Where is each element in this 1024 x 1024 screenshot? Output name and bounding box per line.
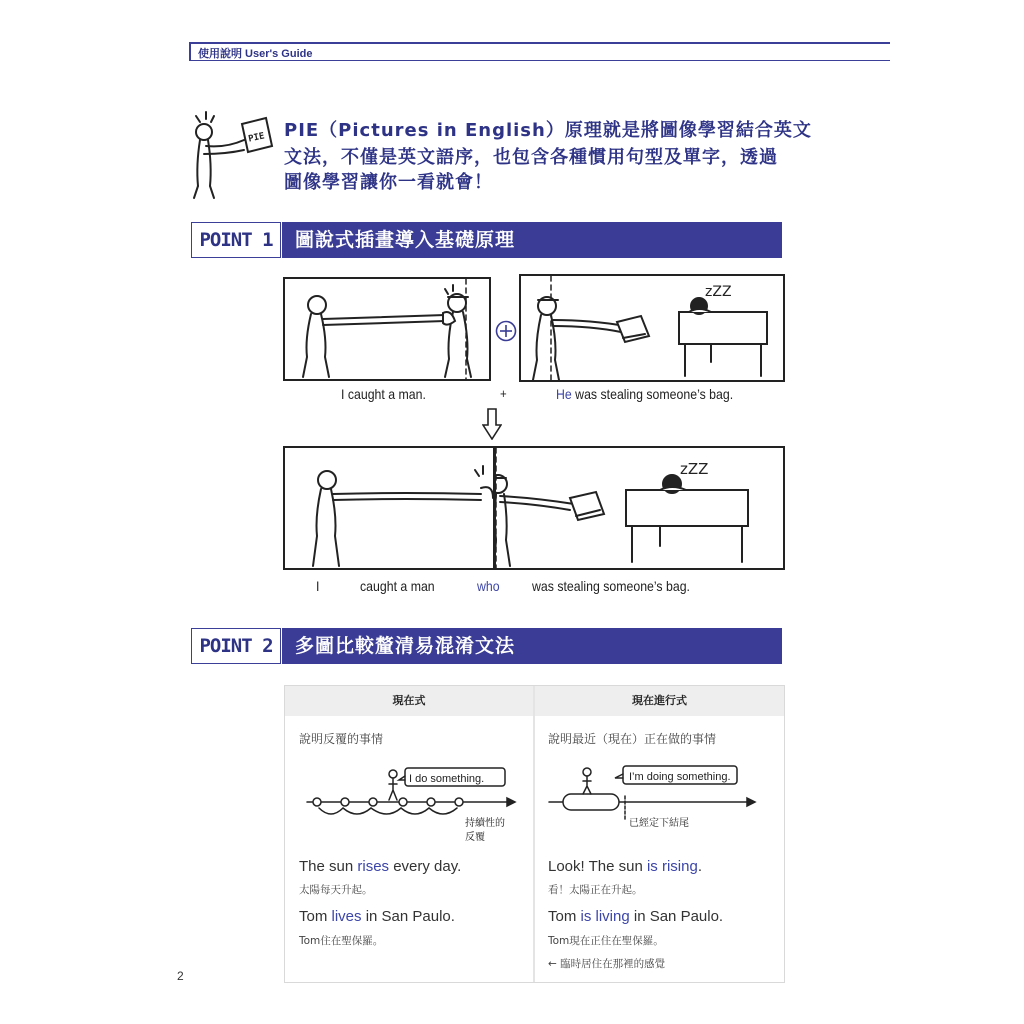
caption-stealing	[556, 386, 733, 402]
present-simple-heading: 現在式	[285, 686, 533, 716]
column-divider	[533, 686, 535, 982]
point-2-header	[191, 628, 782, 664]
present-continuous-example-1	[548, 858, 702, 875]
ex-highlight: rises	[357, 858, 390, 875]
right-bubble-text: I’m doing something.	[629, 771, 731, 783]
tense-comparison-table	[284, 685, 785, 983]
comic-panel-combined-left	[283, 446, 495, 570]
caught-man-illustration	[285, 279, 489, 379]
caption-combined-caught: caught a man	[360, 578, 435, 594]
present-continuous-heading: 現在進行式	[535, 686, 784, 716]
ex-text: every day.	[389, 858, 462, 875]
stealing-bag-illustration	[521, 276, 783, 380]
ex-text: Look! The sun	[548, 858, 647, 875]
ex-text: The sun	[299, 858, 358, 875]
left-diagram-label-1: 持續性的	[465, 818, 505, 829]
intro-line-1: PIE（Pictures in English）原理就是將圖像學習結合英文	[284, 120, 812, 141]
intro-line-2: 文法，不僅是英文語序，也包含各種慣用句型及單字，透過	[284, 147, 778, 168]
combined-left-illustration	[285, 448, 493, 568]
caption-plus: +	[500, 386, 507, 401]
page-number: 2	[177, 969, 184, 983]
left-bubble-text: I do something.	[409, 773, 485, 785]
ex-text: Tom	[299, 908, 332, 925]
point-2-title: 多圖比較釐清易混淆文法	[282, 628, 782, 664]
comic-panel-stealing-bag	[519, 274, 785, 382]
present-continuous-example-1-translation: 看！太陽正在升起。	[548, 884, 643, 896]
present-continuous-description: 說明最近（現在）正在做的事情	[548, 732, 717, 746]
intro-line-3: 圖像學習讓你一看就會！	[284, 172, 493, 193]
ex-text: in San Paulo.	[361, 908, 455, 925]
point-1-tag: POINT 1	[191, 222, 281, 258]
present-simple-example-2-translation: Tom住在聖保羅。	[299, 935, 384, 947]
ex-highlight: is living	[580, 908, 630, 925]
present-simple-description: 說明反覆的事情	[299, 732, 384, 746]
combined-right-illustration	[496, 448, 783, 568]
point-1-header	[191, 222, 782, 258]
comic-panel-combined-right	[494, 446, 785, 570]
sleep-text-d: zZZ	[680, 460, 709, 478]
caption-combined-i: I	[316, 578, 320, 594]
down-arrow-icon	[482, 408, 502, 440]
repeated-action-timeline-diagram	[305, 758, 525, 848]
caption-stealing-rest: was stealing someone’s bag.	[571, 386, 734, 402]
present-continuous-example-2	[548, 908, 723, 925]
present-simple-example-1-translation: 太陽每天升起。	[299, 884, 373, 896]
right-diagram-label: 已經定下結尾	[629, 818, 689, 829]
sleep-text-b: zZZ	[705, 284, 732, 300]
caption-subject-he: He	[556, 386, 572, 402]
ex-highlight: lives	[331, 908, 362, 925]
point-1-title: 圖說式插畫導入基礎原理	[282, 222, 782, 258]
left-diagram-label-2: 反覆	[465, 832, 485, 843]
running-header: 使用說明 User's Guide	[198, 48, 313, 60]
ex-text: in San Paulo.	[629, 908, 724, 925]
caption-combined-who: who	[477, 578, 500, 594]
plus-circle-icon	[495, 320, 517, 342]
header-rule-top	[189, 42, 890, 44]
present-simple-example-1	[299, 858, 461, 875]
point-2-tag: POINT 2	[191, 628, 281, 664]
present-simple-example-2	[299, 908, 455, 925]
header-rule-left	[189, 42, 191, 60]
ex-text: Tom	[548, 908, 581, 925]
ex-text: .	[697, 858, 702, 875]
present-continuous-example-2-translation: Tom現在正住在聖保羅。	[548, 935, 664, 947]
caption-caught-man: I caught a man.	[341, 386, 426, 402]
stick-figure-holding-sign-icon	[186, 110, 278, 202]
comic-panel-caught-man	[283, 277, 491, 381]
temporary-action-timeline-diagram	[547, 758, 777, 848]
temporary-residence-note: ← 臨時居住在那裡的感覺	[548, 958, 666, 970]
caption-combined-stealing: was stealing someone’s bag.	[532, 578, 690, 594]
sign-text: PIE	[247, 131, 266, 145]
ex-highlight: is rising	[646, 858, 698, 875]
